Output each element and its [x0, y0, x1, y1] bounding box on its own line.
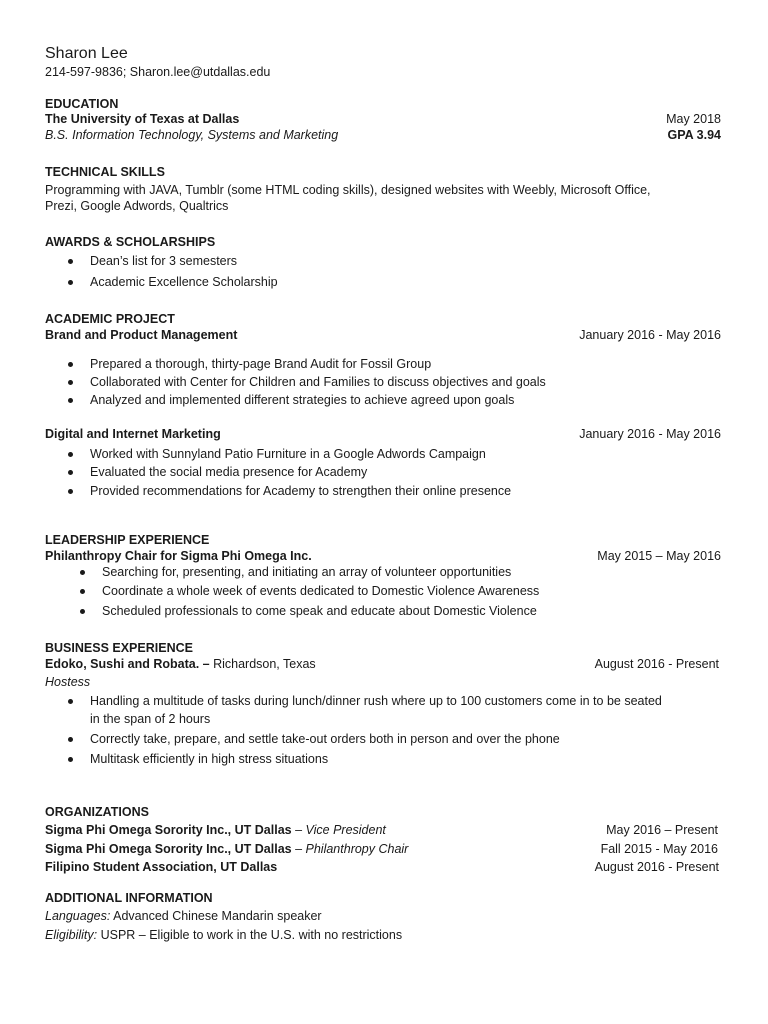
bullet-icon — [68, 280, 73, 285]
bullet-icon — [80, 609, 85, 614]
job-item: Multitask efficiently in high stress situations — [90, 752, 329, 766]
organization-separator: – — [291, 823, 306, 837]
organization-row — [45, 859, 277, 875]
organization-date: August 2016 - Present — [594, 860, 719, 874]
employer-name: Edoko, Sushi and Robata. – — [45, 657, 210, 671]
bullet-icon — [68, 737, 73, 742]
job-item: Handling a multitude of tasks during lunch/dinner rush where up to 100 customers come in to be seated — [90, 694, 662, 708]
project-title: Brand and Product Management — [45, 328, 238, 342]
project-item: Collaborated with Center for Children and Families to discuss objectives and goals — [90, 375, 546, 389]
organization-separator: – — [291, 842, 306, 856]
school-name: The University of Texas at Dallas — [45, 112, 240, 126]
eligibility-value: USPR – Eligible to work in the U.S. with no restrictions — [97, 928, 403, 942]
project-item: Evaluated the social media presence for Academy — [90, 465, 368, 479]
section-heading-leadership: LEADERSHIP EXPERIENCE — [45, 533, 210, 547]
leadership-title: Philanthropy Chair for Sigma Phi Omega Inc. — [45, 549, 312, 563]
leadership-item: Coordinate a whole week of events dedicated to Domestic Violence Awareness — [102, 584, 540, 598]
bullet-icon — [68, 259, 73, 264]
leadership-item: Searching for, presenting, and initiating an array of volunteer opportunities — [102, 565, 512, 579]
job-item: Correctly take, prepare, and settle take-out orders both in person and over the phone — [90, 732, 560, 746]
job-item-continued: in the span of 2 hours — [90, 712, 211, 726]
section-heading-technical-skills: TECHNICAL SKILLS — [45, 165, 165, 179]
award-item: Academic Excellence Scholarship — [90, 275, 278, 289]
job-role: Hostess — [45, 675, 91, 689]
project-item: Analyzed and implemented different strategies to achieve agreed upon goals — [90, 393, 515, 407]
bullet-icon — [68, 380, 73, 385]
leadership-item: Scheduled professionals to come speak and educate about Domestic Violence — [102, 604, 537, 618]
employment-date: August 2016 - Present — [594, 657, 719, 671]
section-heading-academic-project: ACADEMIC PROJECT — [45, 312, 175, 326]
award-item: Dean’s list for 3 semesters — [90, 254, 238, 268]
organization-row — [45, 822, 386, 838]
bullet-icon — [68, 489, 73, 494]
organization-name: Filipino Student Association, UT Dallas — [45, 860, 278, 874]
gpa: GPA 3.94 — [667, 128, 721, 142]
organization-date: Fall 2015 - May 2016 — [600, 842, 718, 856]
bullet-icon — [68, 757, 73, 762]
employer-line — [45, 656, 316, 672]
project-item: Prepared a thorough, thirty-page Brand Audit for Fossil Group — [90, 357, 432, 371]
contact-info: 214-597-9836; Sharon.lee@utdallas.edu — [45, 65, 271, 79]
bullet-icon — [68, 398, 73, 403]
organization-role: Philanthropy Chair — [305, 842, 409, 856]
organization-name: Sigma Phi Omega Sorority Inc., UT Dallas — [45, 823, 292, 837]
section-heading-business: BUSINESS EXPERIENCE — [45, 641, 193, 655]
bullet-icon — [68, 362, 73, 367]
skills-line: Prezi, Google Adwords, Qualtrics — [45, 199, 229, 213]
bullet-icon — [68, 699, 73, 704]
bullet-icon — [80, 589, 85, 594]
bullet-icon — [68, 470, 73, 475]
degree: B.S. Information Technology, Systems and Marketing — [45, 128, 339, 142]
project-title: Digital and Internet Marketing — [45, 427, 221, 441]
graduation-date: May 2018 — [666, 112, 721, 126]
skills-line: Programming with JAVA, Tumblr (some HTML coding skills), designed websites with Weebly, Microsoft Office, — [45, 183, 651, 197]
section-heading-education: EDUCATION — [45, 97, 119, 111]
organization-date: May 2016 – Present — [606, 823, 718, 837]
organization-name: Sigma Phi Omega Sorority Inc., UT Dallas — [45, 842, 292, 856]
resume-name: Sharon Lee — [45, 45, 128, 62]
eligibility-label: Eligibility: — [45, 928, 98, 942]
section-heading-organizations: ORGANIZATIONS — [45, 805, 149, 819]
project-date: January 2016 - May 2016 — [579, 427, 721, 441]
organization-row — [45, 841, 408, 857]
languages-line — [45, 908, 322, 924]
project-item: Provided recommendations for Academy to strengthen their online presence — [90, 484, 512, 498]
project-item: Worked with Sunnyland Patio Furniture in a Google Adwords Campaign — [90, 447, 486, 461]
project-date: January 2016 - May 2016 — [579, 328, 721, 342]
section-heading-additional: ADDITIONAL INFORMATION — [45, 891, 213, 905]
bullet-icon — [80, 570, 85, 575]
languages-value: Advanced Chinese Mandarin speaker — [110, 909, 322, 923]
leadership-date: May 2015 – May 2016 — [597, 549, 721, 563]
languages-label: Languages: — [45, 909, 111, 923]
bullet-icon — [68, 452, 73, 457]
eligibility-line — [45, 927, 402, 943]
organization-role: Vice President — [305, 823, 386, 837]
employer-location: Richardson, Texas — [209, 657, 316, 671]
section-heading-awards: AWARDS & SCHOLARSHIPS — [45, 235, 216, 249]
